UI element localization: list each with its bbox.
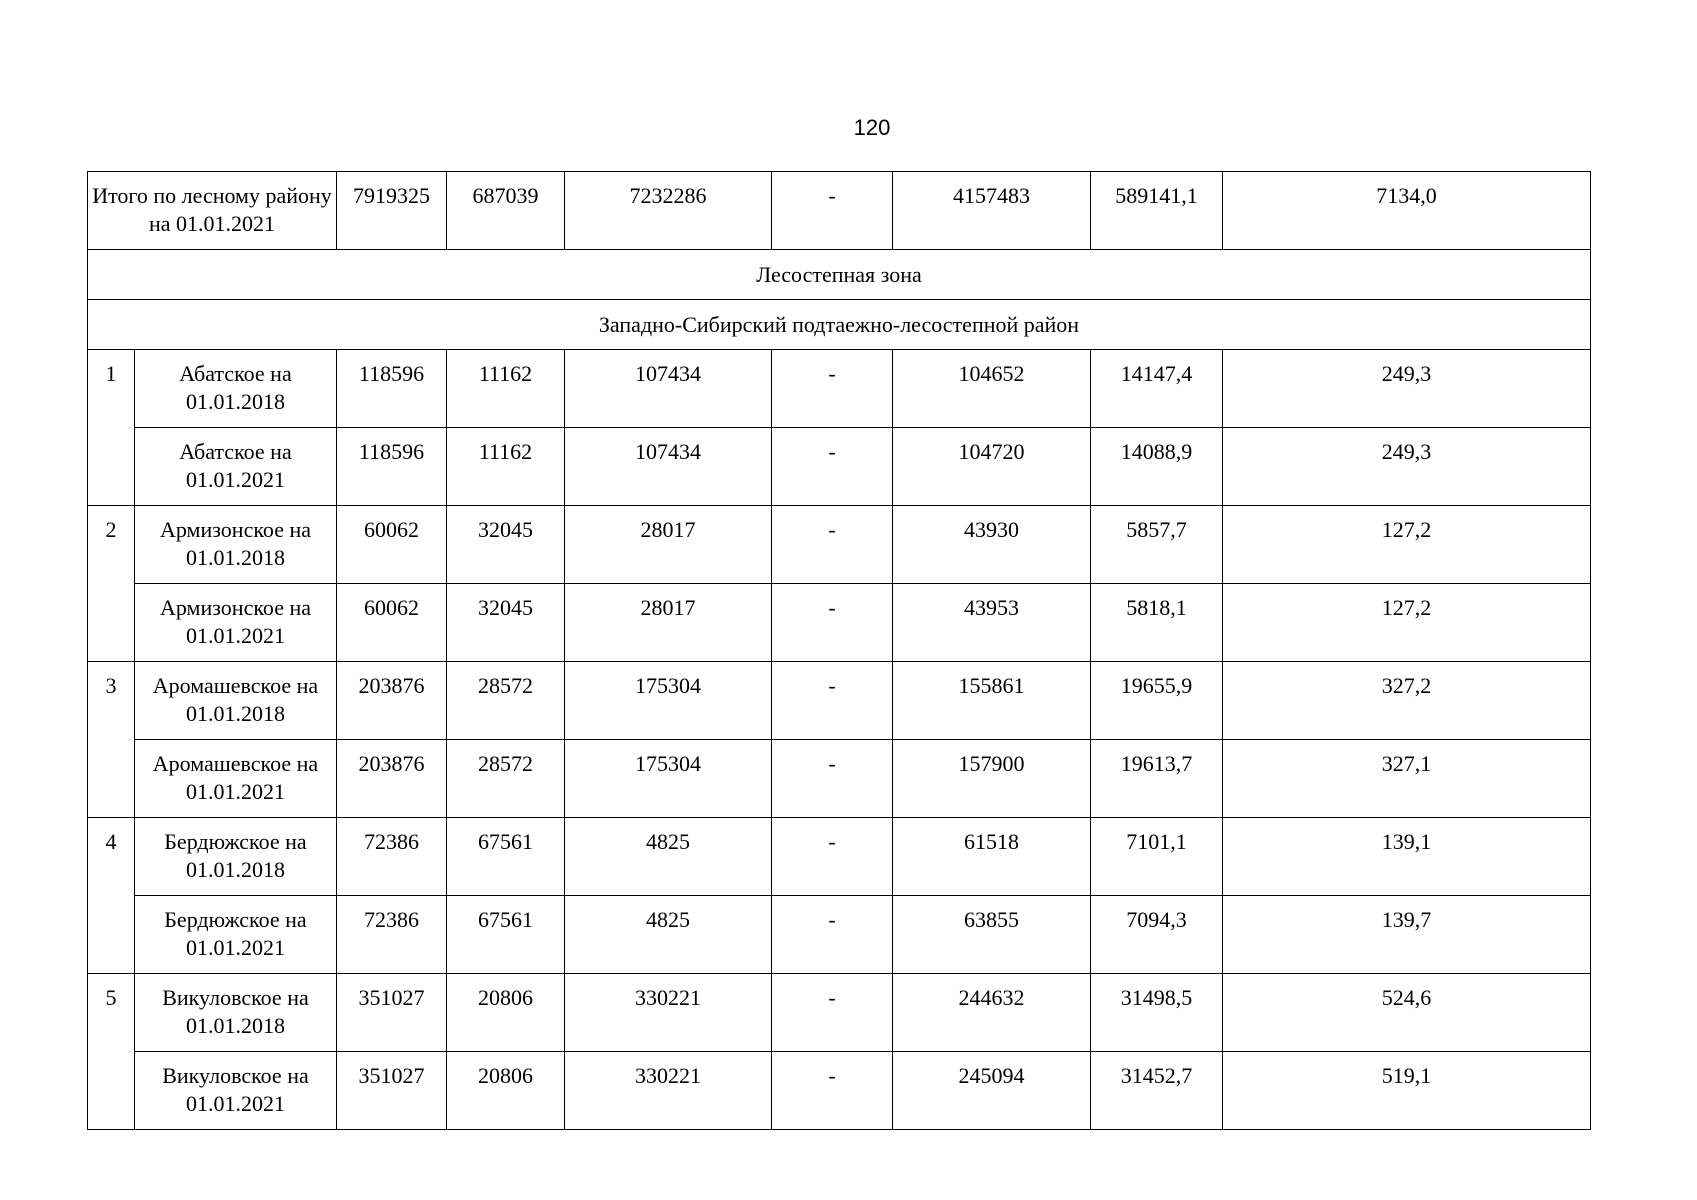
district-name-cell: Викуловское на 01.01.2021 (135, 1052, 337, 1130)
value-cell: 32045 (447, 506, 565, 584)
value-cell: 67561 (447, 818, 565, 896)
value-cell: - (772, 584, 893, 662)
value-cell: - (772, 428, 893, 506)
table-row (88, 974, 1591, 1052)
value-cell: 155861 (893, 662, 1091, 740)
table-row (88, 896, 1591, 974)
value-cell: 175304 (565, 740, 772, 818)
value-cell: 60062 (337, 506, 447, 584)
value-cell: - (772, 1052, 893, 1130)
value-cell: 127,2 (1223, 584, 1591, 662)
district-name-cell: Аромашевское на 01.01.2018 (135, 662, 337, 740)
district-name-cell: Абатское на 01.01.2018 (135, 350, 337, 428)
district-title: Западно-Сибирский подтаежно-лесостепной район (88, 300, 1591, 350)
value-cell: 244632 (893, 974, 1091, 1052)
value-cell: 63855 (893, 896, 1091, 974)
district-name-cell: Аромашевское на 01.01.2021 (135, 740, 337, 818)
value-cell: 11162 (447, 350, 565, 428)
value-cell: 43930 (893, 506, 1091, 584)
row-number: 1 (88, 350, 135, 506)
zone-row (88, 250, 1591, 300)
value-cell: 28017 (565, 506, 772, 584)
value-cell: 245094 (893, 1052, 1091, 1130)
total-cell: - (772, 172, 893, 250)
row-number: 2 (88, 506, 135, 662)
value-cell: 20806 (447, 974, 565, 1052)
value-cell: - (772, 662, 893, 740)
value-cell: 327,2 (1223, 662, 1591, 740)
value-cell: 175304 (565, 662, 772, 740)
value-cell: 104720 (893, 428, 1091, 506)
total-row-label: Итого по лесному району на 01.01.2021 (88, 172, 337, 250)
value-cell: 28572 (447, 662, 565, 740)
page-number: 120 (853, 115, 891, 140)
table-row (88, 740, 1591, 818)
value-cell: 107434 (565, 350, 772, 428)
table-row (88, 1052, 1591, 1130)
value-cell: 139,1 (1223, 818, 1591, 896)
district-name-cell: Викуловское на 01.01.2018 (135, 974, 337, 1052)
total-cell: 589141,1 (1091, 172, 1223, 250)
district-name-cell: Бердюжское на 01.01.2021 (135, 896, 337, 974)
value-cell: 157900 (893, 740, 1091, 818)
row-number: 3 (88, 662, 135, 818)
value-cell: - (772, 350, 893, 428)
value-cell: 60062 (337, 584, 447, 662)
value-cell: 19655,9 (1091, 662, 1223, 740)
value-cell: 104652 (893, 350, 1091, 428)
total-cell: 7232286 (565, 172, 772, 250)
value-cell: 249,3 (1223, 350, 1591, 428)
total-row (88, 172, 1591, 250)
value-cell: 249,3 (1223, 428, 1591, 506)
total-cell: 4157483 (893, 172, 1091, 250)
value-cell: 67561 (447, 896, 565, 974)
value-cell: - (772, 740, 893, 818)
value-cell: 330221 (565, 1052, 772, 1130)
value-cell: 5857,7 (1091, 506, 1223, 584)
value-cell: 330221 (565, 974, 772, 1052)
value-cell: 32045 (447, 584, 565, 662)
table-row (88, 350, 1591, 428)
value-cell: - (772, 818, 893, 896)
table-body (88, 172, 1591, 1130)
table-row (88, 428, 1591, 506)
value-cell: 14147,4 (1091, 350, 1223, 428)
value-cell: 118596 (337, 350, 447, 428)
value-cell: 72386 (337, 818, 447, 896)
value-cell: 118596 (337, 428, 447, 506)
value-cell: 519,1 (1223, 1052, 1591, 1130)
total-cell: 7134,0 (1223, 172, 1591, 250)
table-row (88, 584, 1591, 662)
table-row (88, 506, 1591, 584)
value-cell: 19613,7 (1091, 740, 1223, 818)
value-cell: - (772, 506, 893, 584)
forest-fund-table (87, 171, 1591, 1130)
value-cell: 524,6 (1223, 974, 1591, 1052)
value-cell: 11162 (447, 428, 565, 506)
value-cell: - (772, 896, 893, 974)
value-cell: 4825 (565, 896, 772, 974)
value-cell: 107434 (565, 428, 772, 506)
value-cell: 43953 (893, 584, 1091, 662)
value-cell: 4825 (565, 818, 772, 896)
value-cell: 20806 (447, 1052, 565, 1130)
value-cell: - (772, 974, 893, 1052)
value-cell: 7094,3 (1091, 896, 1223, 974)
value-cell: 28572 (447, 740, 565, 818)
table-row (88, 662, 1591, 740)
row-number: 5 (88, 974, 135, 1130)
table-row (88, 818, 1591, 896)
district-name-cell: Армизонское на 01.01.2021 (135, 584, 337, 662)
district-name-cell: Абатское на 01.01.2021 (135, 428, 337, 506)
district-name-cell: Армизонское на 01.01.2018 (135, 506, 337, 584)
total-cell: 7919325 (337, 172, 447, 250)
value-cell: 327,1 (1223, 740, 1591, 818)
value-cell: 351027 (337, 974, 447, 1052)
district-row (88, 300, 1591, 350)
value-cell: 31498,5 (1091, 974, 1223, 1052)
row-number: 4 (88, 818, 135, 974)
value-cell: 14088,9 (1091, 428, 1223, 506)
value-cell: 61518 (893, 818, 1091, 896)
value-cell: 5818,1 (1091, 584, 1223, 662)
value-cell: 7101,1 (1091, 818, 1223, 896)
total-cell: 687039 (447, 172, 565, 250)
district-name-cell: Бердюжское на 01.01.2018 (135, 818, 337, 896)
value-cell: 72386 (337, 896, 447, 974)
value-cell: 203876 (337, 740, 447, 818)
value-cell: 351027 (337, 1052, 447, 1130)
zone-title: Лесостепная зона (88, 250, 1591, 300)
value-cell: 139,7 (1223, 896, 1591, 974)
value-cell: 127,2 (1223, 506, 1591, 584)
value-cell: 28017 (565, 584, 772, 662)
value-cell: 31452,7 (1091, 1052, 1223, 1130)
value-cell: 203876 (337, 662, 447, 740)
